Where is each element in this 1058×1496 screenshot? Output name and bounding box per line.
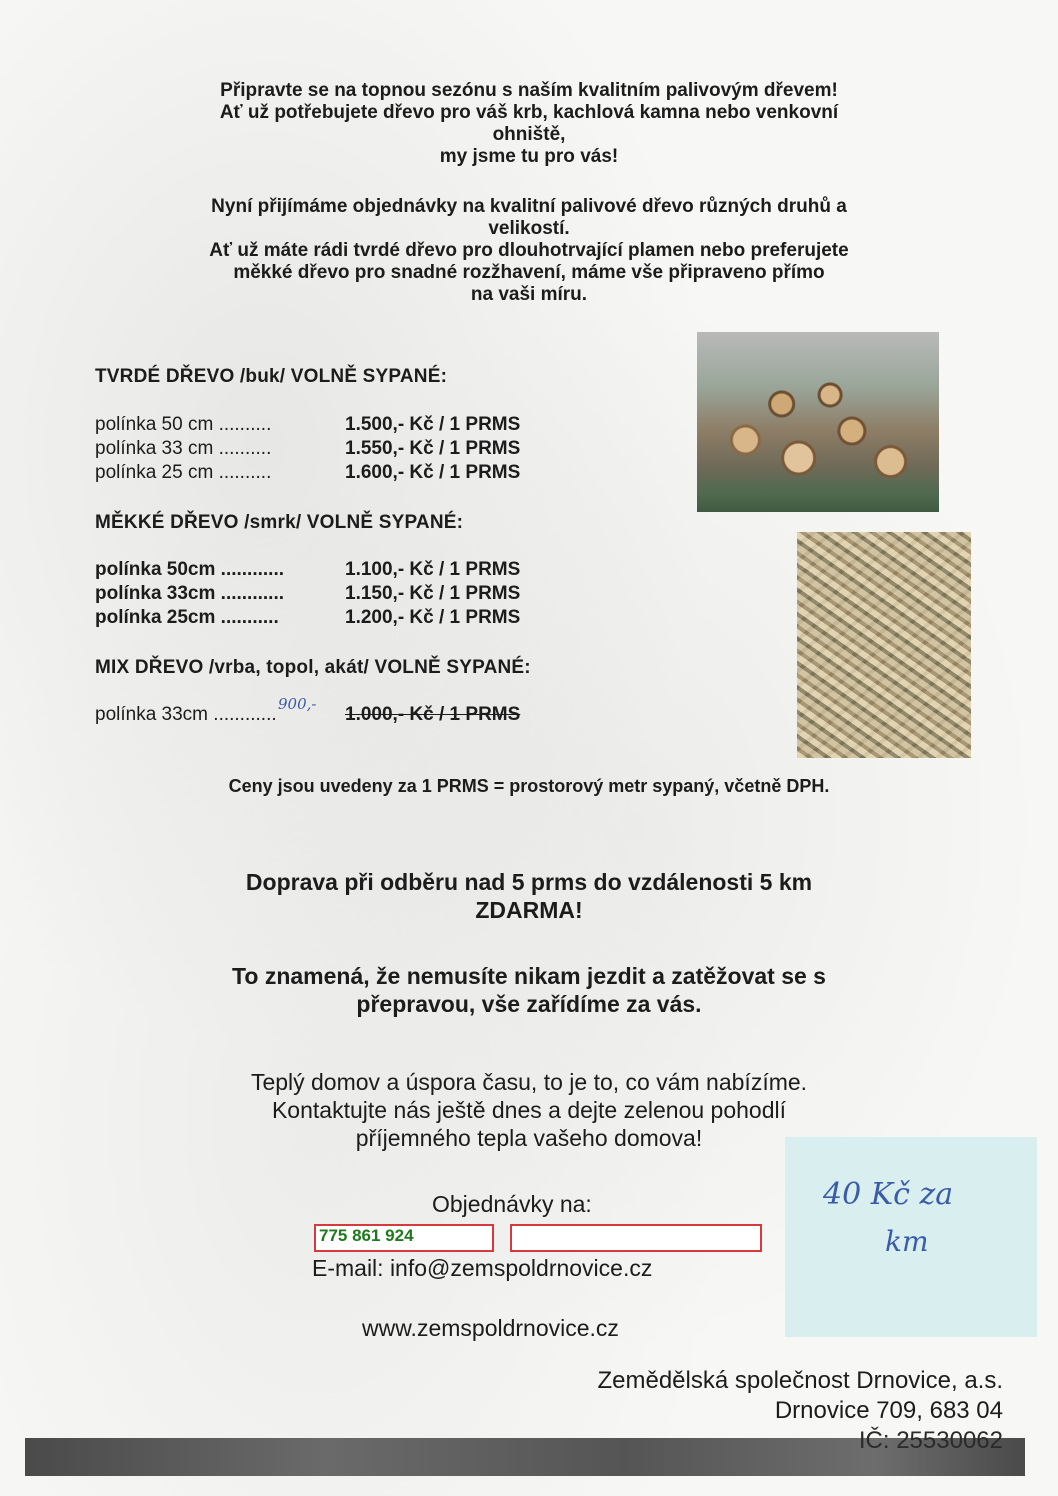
intro-line: Ať už potřebujete dřevo pro váš krb, kachlová kamna nebo venkovní	[219, 102, 839, 123]
price-row	[95, 461, 520, 485]
delivery-line: přepravou, vše zařídíme za vás.	[356, 991, 702, 1017]
price-item: polínka 50 cm ..........	[95, 414, 272, 435]
price-row	[95, 606, 520, 630]
price-value: 1.100,- Kč / 1 PRMS	[345, 559, 521, 580]
order-label: Objednávky na:	[432, 1191, 592, 1217]
price-value: 1.500,- Kč / 1 PRMS	[345, 414, 521, 435]
price-value: 1.600,- Kč / 1 PRMS	[345, 462, 521, 483]
sticky-note-line: 40 Kč za	[823, 1177, 954, 1212]
price-row	[95, 582, 520, 606]
intro-line: velikostí.	[488, 218, 570, 239]
phone-number: 775 861 924	[319, 1226, 414, 1245]
softwood-heading: MĚKKÉ DŘEVO /smrk/ VOLNĚ SYPANÉ:	[95, 512, 464, 533]
price-item: polínka 33cm ............	[95, 583, 285, 604]
closing-line: Kontaktujte nás ještě dnes a dejte zelenou pohodlí	[271, 1097, 787, 1123]
email-text: E-mail: info@zemspoldrnovice.cz	[312, 1255, 653, 1281]
intro-line: na vaši míru.	[470, 284, 588, 305]
intro-line: my jsme tu pro vás!	[439, 146, 619, 167]
intro-line: Ať už máte rádi tvrdé dřevo pro dlouhotrvající plamen nebo preferujete	[209, 240, 849, 261]
intro-line: Nyní přijímáme objednávky na kvalitní palivové dřevo různých druhů a	[211, 196, 847, 217]
price-item: polínka 25 cm ..........	[95, 462, 272, 483]
intro-block-2	[0, 196, 1058, 306]
company-ico: IČ: 25530062	[858, 1427, 1003, 1454]
price-value: 1.550,- Kč / 1 PRMS	[345, 438, 521, 459]
hardwood-heading: TVRDÉ DŘEVO /buk/ VOLNĚ SYPANÉ:	[95, 366, 448, 387]
price-value: 1.150,- Kč / 1 PRMS	[345, 583, 521, 604]
delivery-block	[0, 868, 1058, 924]
handwritten-price: 900,-	[278, 695, 317, 713]
mixwood-heading: MIX DŘEVO /vrba, topol, akát/ VOLNĚ SYPANÉ:	[95, 657, 531, 678]
split-firewood-photo	[797, 532, 971, 758]
intro-line: měkké dřevo pro snadné rozžhavení, máme vše připraveno přímo	[233, 262, 825, 283]
redacted-box	[510, 1224, 762, 1252]
closing-line: příjemného tepla vašeho domova!	[355, 1125, 703, 1151]
intro-line: Připravte se na topnou sezónu s naším kvalitním palivovým dřevem!	[220, 80, 838, 101]
firewood-stack-photo	[697, 332, 939, 512]
price-item: polínka 33cm ............	[95, 704, 277, 725]
company-name: Zemědělská společnost Drnovice, a.s.	[597, 1367, 1003, 1394]
price-item: polínka 50cm ............	[95, 559, 285, 580]
intro-block	[0, 80, 1058, 168]
sticky-note	[785, 1137, 1037, 1337]
price-row	[95, 437, 520, 461]
sticky-note-line: km	[885, 1225, 929, 1258]
price-row	[95, 413, 520, 437]
company-address: Drnovice 709, 683 04	[774, 1397, 1003, 1424]
price-item: polínka 25cm ...........	[95, 607, 279, 628]
company-block	[597, 1366, 1003, 1426]
intro-line: ohniště,	[492, 124, 566, 145]
price-value: 1.000,- Kč / 1 PRMS	[345, 704, 521, 725]
phone-box	[314, 1224, 494, 1252]
website-text: www.zemspoldrnovice.cz	[362, 1315, 619, 1341]
delivery-line: ZDARMA!	[475, 897, 583, 923]
delivery-block-2	[0, 962, 1058, 1018]
price-value: 1.200,- Kč / 1 PRMS	[345, 607, 521, 628]
price-row	[95, 558, 520, 582]
delivery-line: To znamená, že nemusíte nikam jezdit a zatěžovat se s	[232, 963, 826, 989]
closing-line: Teplý domov a úspora času, to je to, co vám nabízíme.	[250, 1069, 808, 1095]
delivery-line: Doprava při odběru nad 5 prms do vzdálenosti 5 km	[245, 869, 813, 895]
price-item: polínka 33 cm ..........	[95, 438, 272, 459]
price-note: Ceny jsou uvedeny za 1 PRMS = prostorový metr sypaný, včetně DPH.	[228, 776, 830, 796]
